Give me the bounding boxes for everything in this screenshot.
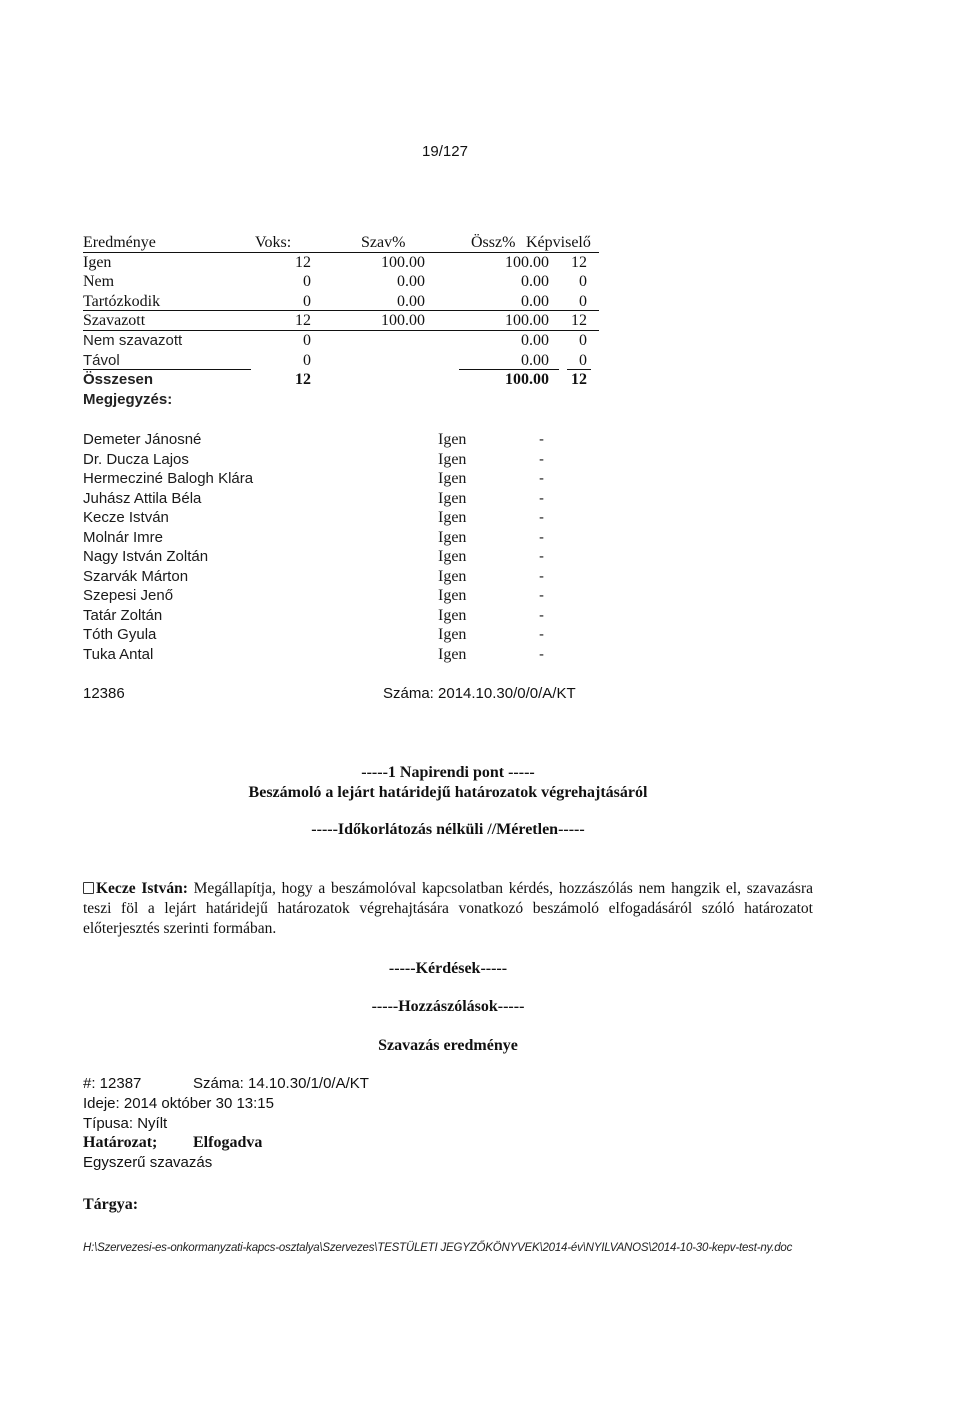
row-szav: 100.00 xyxy=(381,312,425,330)
member-name: Tatár Zoltán xyxy=(83,606,163,624)
member-name: Juhász Attila Béla xyxy=(83,489,202,507)
results-table xyxy=(83,233,603,409)
list-item xyxy=(83,586,603,606)
row-ossz: 100.00 xyxy=(505,371,549,389)
vote-mode: Egyszerű szavazás xyxy=(83,1154,213,1171)
row-kep: 12 xyxy=(571,253,587,271)
row-ossz: 100.00 xyxy=(505,312,549,330)
statement-paragraph xyxy=(83,879,813,939)
results-header xyxy=(83,233,603,253)
member-mark: - xyxy=(539,450,544,468)
questions-heading: -----Kérdések----- xyxy=(388,960,508,977)
row-szav: 0.00 xyxy=(397,273,425,291)
member-vote: Igen xyxy=(438,470,467,487)
table-row xyxy=(83,311,603,331)
member-vote: Igen xyxy=(438,548,467,565)
list-item xyxy=(83,489,603,509)
list-item xyxy=(83,547,603,567)
checkbox-icon xyxy=(83,882,94,894)
row-label: Távol xyxy=(83,351,120,369)
vote-result-heading: Szavazás eredménye xyxy=(378,1037,518,1054)
member-name: Hermecziné Balogh Klára xyxy=(83,470,254,487)
list-item xyxy=(83,645,603,665)
row-voks: 0 xyxy=(303,351,311,369)
vote-list xyxy=(83,430,603,664)
member-name: Tóth Gyula xyxy=(83,626,157,643)
member-mark: - xyxy=(539,548,544,565)
member-mark: - xyxy=(539,470,544,487)
member-mark: - xyxy=(539,645,544,663)
list-item xyxy=(83,430,603,450)
member-name: Molnár Imre xyxy=(83,528,164,546)
row-label: Nem xyxy=(83,273,115,291)
member-mark: - xyxy=(539,626,544,643)
member-vote: Igen xyxy=(438,431,467,448)
member-name: Szepesi Jenő xyxy=(83,587,174,604)
row-szav: 100.00 xyxy=(381,253,425,271)
row-ossz: 0.00 xyxy=(521,273,549,291)
record2-type: Típusa: Nyílt xyxy=(83,1115,168,1132)
row-voks: 12 xyxy=(295,253,311,271)
list-item xyxy=(83,469,603,489)
list-item xyxy=(83,625,603,645)
row-voks: 0 xyxy=(303,273,311,291)
member-vote: Igen xyxy=(438,645,467,663)
member-vote: Igen xyxy=(438,567,467,585)
table-row xyxy=(83,370,603,390)
member-vote: Igen xyxy=(438,489,467,507)
member-vote: Igen xyxy=(438,587,467,604)
record2-number: Száma: 14.10.30/1/0/A/KT xyxy=(193,1075,369,1092)
row-kep: 12 xyxy=(571,371,587,389)
table-row xyxy=(83,292,603,312)
member-name: Szarvák Márton xyxy=(83,567,189,585)
agenda-title: Beszámoló a lejárt határidejű határozatok végrehajtásáról xyxy=(248,784,648,801)
record2-id: #: 12387 xyxy=(83,1075,142,1092)
member-name: Tuka Antal xyxy=(83,645,154,663)
list-item xyxy=(83,528,603,548)
member-name: Kecze István xyxy=(83,509,169,526)
row-voks: 0 xyxy=(303,292,311,310)
page-number: 19/127 xyxy=(422,143,468,160)
table-row xyxy=(83,272,603,292)
member-mark: - xyxy=(539,528,544,546)
member-name: Nagy István Zoltán xyxy=(83,548,209,565)
header-voks: Voks: xyxy=(255,234,292,251)
file-path: H:\Szervezesi-es-onkormanyzati-kapcs-osztalya\Szervezes\TESTÜLETI JEGYZŐKÖNYVEK\2014-év\NYILVANOS\2014-10-30-kepv-test-ny.doc xyxy=(83,1242,793,1254)
member-mark: - xyxy=(539,567,544,585)
comments-heading: -----Hozzászólások----- xyxy=(371,998,525,1015)
member-vote: Igen xyxy=(438,626,467,643)
header-kep: Képviselő xyxy=(526,234,591,251)
member-name: Dr. Ducza Lajos xyxy=(83,450,189,468)
member-vote: Igen xyxy=(438,509,467,526)
member-name: Demeter Jánosné xyxy=(83,431,202,448)
decision-value: Elfogadva xyxy=(193,1134,263,1151)
table-row xyxy=(83,351,603,371)
record2-time: Ideje: 2014 október 30 13:15 xyxy=(83,1095,274,1112)
member-mark: - xyxy=(539,489,544,507)
decision-label: Határozat; xyxy=(83,1134,158,1151)
row-ossz: 0.00 xyxy=(521,331,549,349)
table-row xyxy=(83,253,603,273)
member-mark: - xyxy=(539,606,544,624)
agenda-heading: -----1 Napirendi pont ----- xyxy=(361,764,535,781)
note-row xyxy=(83,390,603,410)
row-voks: 12 xyxy=(295,312,311,330)
row-ossz: 0.00 xyxy=(521,292,549,310)
member-mark: - xyxy=(539,509,544,526)
row-voks: 12 xyxy=(295,371,311,389)
row-label: Tartózkodik xyxy=(83,292,161,310)
row-kep: 0 xyxy=(579,292,587,310)
member-vote: Igen xyxy=(438,450,467,468)
row-szav: 0.00 xyxy=(397,292,425,310)
member-vote: Igen xyxy=(438,606,467,624)
statement-text: Megállapítja, hogy a beszámolóval kapcsolatban kérdés, hozzászólás nem hangzik el, szavazásra teszi föl a lejárt határidejű határozatok végrehajtására vonatkozó beszámoló elfogadásáról szóló határozatot előterjesztés szerinti formában. xyxy=(83,880,813,937)
row-voks: 0 xyxy=(303,331,311,349)
header-ossz: Össz% xyxy=(471,234,516,251)
table-row xyxy=(83,331,603,351)
row-label: Összesen xyxy=(83,371,154,389)
list-item xyxy=(83,450,603,470)
header-label: Eredménye xyxy=(83,234,156,251)
row-kep: 0 xyxy=(579,331,587,349)
row-label: Nem szavazott xyxy=(83,331,183,349)
row-kep: 12 xyxy=(571,312,587,330)
row-kep: 0 xyxy=(579,273,587,291)
member-mark: - xyxy=(539,587,544,604)
list-item xyxy=(83,508,603,528)
list-item xyxy=(83,606,603,626)
member-mark: - xyxy=(539,431,544,448)
record-id: 12386 xyxy=(83,685,125,702)
row-kep: 0 xyxy=(579,351,587,369)
row-ossz: 100.00 xyxy=(505,253,549,271)
member-vote: Igen xyxy=(438,528,467,546)
header-szav: Szav% xyxy=(361,234,406,251)
agenda-time-limit: -----Időkorlátozás nélküli //Méretlen----- xyxy=(311,821,585,838)
subject-label: Tárgya: xyxy=(83,1196,139,1213)
row-label: Szavazott xyxy=(83,312,146,330)
row-ossz: 0.00 xyxy=(521,351,549,369)
record-number: Száma: 2014.10.30/0/0/A/KT xyxy=(383,685,576,702)
note-label: Megjegyzés: xyxy=(83,390,173,408)
list-item xyxy=(83,567,603,587)
speaker-name: Kecze István: xyxy=(96,880,188,897)
row-label: Igen xyxy=(83,253,112,271)
